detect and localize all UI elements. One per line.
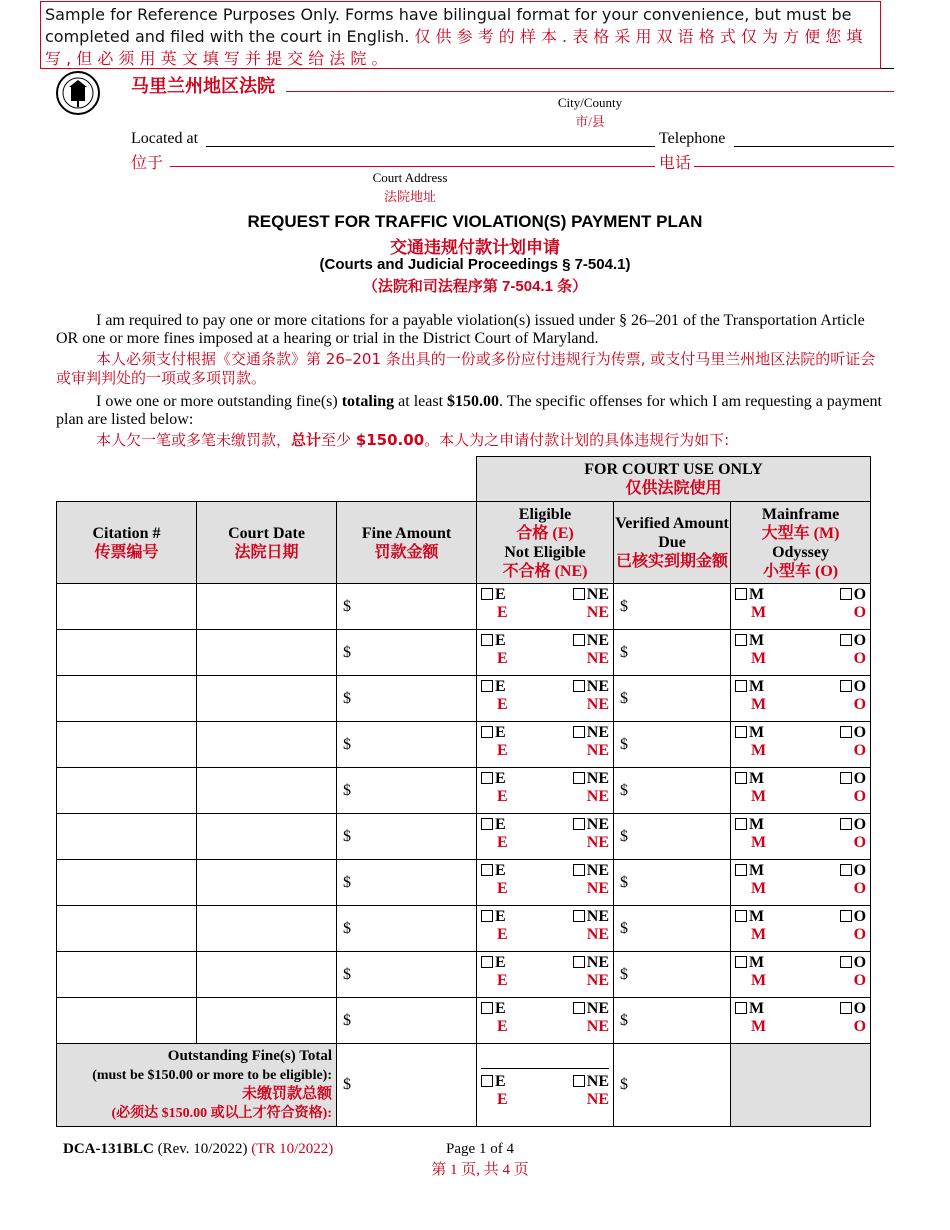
eligibility-cell: E NE E NE (477, 768, 614, 814)
eligibility-cell: E NE E NE (477, 998, 614, 1044)
mainframe-checkbox[interactable]: M (735, 770, 764, 788)
form-subtitle-zh: （法院和司法程序第 7-504.1 条） (362, 278, 588, 295)
mainframe-checkbox[interactable]: M (735, 954, 764, 972)
not-eligible-checkbox[interactable]: NE (573, 724, 609, 742)
mainframe-checkbox[interactable]: M (735, 862, 764, 880)
fine-amount-field[interactable]: $ (337, 952, 477, 998)
city-county-label: City/County (557, 95, 623, 110)
mainframe-checkbox[interactable]: M (735, 678, 764, 696)
eligibility-cell: E NE E NE (477, 584, 614, 630)
eligible-checkbox[interactable]: E (481, 770, 506, 788)
court-date-field[interactable] (197, 952, 337, 998)
odyssey-checkbox[interactable]: O (840, 632, 866, 650)
odyssey-checkbox[interactable]: O (840, 770, 866, 788)
system-cell: M O M O (731, 998, 871, 1044)
verified-amount-field[interactable]: $ (614, 860, 731, 906)
fine-amount-field[interactable]: $ (337, 676, 477, 722)
mainframe-checkbox[interactable]: M (735, 586, 764, 604)
citation-number-field[interactable] (57, 906, 197, 952)
statement-paragraph-2-zh: 本人欠一笔或多笔未缴罚款，总计至少 $150.00。本人为之申请付款计划的具体违规行为如下: (96, 431, 730, 449)
system-cell: M O M O (731, 814, 871, 860)
form-subtitle: (Courts and Judicial Proceedings § 7-504.1) (319, 256, 631, 273)
violations-table (56, 456, 871, 1127)
statement-paragraph-1-zh: 本人必须支付根据《交通条款》第 26–201 条出具的一份或多份应付违规行为传票, 或支付马里兰州地区法院的听证会或审判判处的一项或多项罚款。 (56, 350, 876, 387)
court-date-field[interactable] (197, 906, 337, 952)
banner-text-en: Sample for Reference Purposes Only. Forms have bilingual format for your convenience, but must be completed and filed with the court in English. (45, 5, 852, 46)
table-row (57, 814, 871, 860)
court-use-only-header: FOR COURT USE ONLY 仅供法院使用 (477, 457, 871, 502)
city-county-field[interactable] (286, 91, 894, 92)
banner-text-zh: 仅 供 参 考 的 样 本 . 表 格 采 用 双 语 格 式 仅 为 方 便 您 填 写 , 但 必 须 用 英 文 填 写 并 提 交 给 法 院 。 (45, 27, 863, 68)
odyssey-checkbox[interactable]: O (840, 954, 866, 972)
total-system-cell (731, 1044, 871, 1127)
form-id: DCA-131BLC (Rev. 10/2022) (TR 10/2022) (63, 1141, 334, 1157)
table-row (57, 998, 871, 1044)
verified-amount-field[interactable]: $ (614, 768, 731, 814)
mainframe-checkbox[interactable]: M (735, 724, 764, 742)
mainframe-checkbox[interactable]: M (735, 908, 764, 926)
system-cell: M O M O (731, 860, 871, 906)
form-title: REQUEST FOR TRAFFIC VIOLATION(S) PAYMENT PLAN (247, 212, 703, 231)
not-eligible-checkbox[interactable]: NE (573, 1000, 609, 1018)
not-eligible-checkbox[interactable]: NE (573, 816, 609, 834)
table-row (57, 952, 871, 998)
system-cell: M O M O (731, 722, 871, 768)
system-cell: M O M O (731, 630, 871, 676)
mainframe-checkbox[interactable]: M (735, 1000, 764, 1018)
odyssey-checkbox[interactable]: O (840, 816, 866, 834)
court-address-label-zh: 法院地址 (383, 189, 436, 204)
eligible-checkbox[interactable]: E (481, 908, 506, 926)
mainframe-checkbox[interactable]: M (735, 632, 764, 650)
verified-amount-field[interactable]: $ (614, 952, 731, 998)
table-row (57, 906, 871, 952)
mainframe-checkbox[interactable]: M (735, 816, 764, 834)
table-row (57, 584, 871, 630)
fine-amount-field[interactable]: $ (337, 584, 477, 630)
system-cell: M O M O (731, 584, 871, 630)
citation-number-field[interactable] (57, 630, 197, 676)
verified-amount-field[interactable]: $ (614, 906, 731, 952)
fine-amount-field[interactable]: $ (337, 768, 477, 814)
not-eligible-checkbox[interactable]: NE (573, 954, 609, 972)
fine-amount-field[interactable]: $ (337, 814, 477, 860)
eligibility-cell: E NE E NE (477, 952, 614, 998)
page-number: Page 1 of 4 (446, 1141, 514, 1157)
form-title-zh: 交通违规付款计划申请 (390, 238, 560, 257)
court-date-field[interactable] (197, 814, 337, 860)
fine-amount-field[interactable]: $ (337, 860, 477, 906)
page-number-zh: 第 1 页, 共 4 页 (431, 1162, 529, 1178)
total-eligible-checkbox[interactable]: E (481, 1073, 506, 1091)
eligibility-cell: E NE E NE (477, 630, 614, 676)
eligible-checkbox[interactable]: E (481, 724, 506, 742)
fine-amount-field[interactable]: $ (337, 722, 477, 768)
odyssey-checkbox[interactable]: O (840, 724, 866, 742)
odyssey-checkbox[interactable]: O (840, 1000, 866, 1018)
court-date-field[interactable] (197, 860, 337, 906)
eligibility-cell: E NE E NE (477, 906, 614, 952)
verified-amount-field[interactable]: $ (614, 584, 731, 630)
court-date-field[interactable] (197, 630, 337, 676)
citation-number-field[interactable] (57, 676, 197, 722)
telephone-field[interactable] (734, 146, 894, 147)
court-name-zh: 马里兰州地区法院 (131, 76, 275, 96)
citation-number-field[interactable] (57, 952, 197, 998)
system-cell: M O M O (731, 952, 871, 998)
verified-amount-field[interactable]: $ (614, 630, 731, 676)
fine-amount-field[interactable]: $ (337, 998, 477, 1044)
court-date-field[interactable] (197, 584, 337, 630)
court-date-field[interactable] (197, 768, 337, 814)
table-row (57, 630, 871, 676)
system-column-header: Mainframe 大型车 (M) Odyssey 小型车 (O) (731, 502, 871, 584)
fine-amount-column-header: Fine Amount 罚款金额 (337, 502, 477, 584)
citation-column-header: Citation # 传票编号 (57, 502, 197, 584)
eligibility-cell: E NE E NE (477, 676, 614, 722)
eligible-checkbox[interactable]: E (481, 632, 506, 650)
odyssey-checkbox[interactable]: O (840, 862, 866, 880)
odyssey-checkbox[interactable]: O (840, 678, 866, 696)
telephone-label: Telephone (659, 130, 726, 147)
citation-number-field[interactable] (57, 860, 197, 906)
not-eligible-checkbox[interactable]: NE (573, 586, 609, 604)
not-eligible-checkbox[interactable]: NE (573, 770, 609, 788)
citation-number-field[interactable] (57, 584, 197, 630)
statement-paragraph-2: I owe one or more outstanding fine(s) totaling at least $150.00. The specific offenses for which I am requesting a payment plan are listed below: (56, 393, 882, 428)
system-cell: M O M O (731, 676, 871, 722)
total-not-eligible-checkbox[interactable]: NE (573, 1073, 609, 1091)
eligible-checkbox[interactable]: E (481, 678, 506, 696)
eligible-checkbox[interactable]: E (481, 862, 506, 880)
verified-amount-field[interactable]: $ (614, 814, 731, 860)
maryland-court-seal-icon (55, 70, 101, 116)
located-at-label: Located at (131, 130, 199, 147)
eligible-checkbox[interactable]: E (481, 586, 506, 604)
verified-amount-field[interactable]: $ (614, 998, 731, 1044)
court-address-field[interactable] (206, 146, 655, 147)
table-row (57, 722, 871, 768)
citation-number-field[interactable] (57, 998, 197, 1044)
statement-paragraph-1: I am required to pay one or more citations for a payable violation(s) issued under § 26–201 of the Transportation Article OR one or more fines imposed at a hearing or trial in the District Court of Maryland. (56, 312, 865, 347)
fine-amount-field[interactable]: $ (337, 906, 477, 952)
not-eligible-checkbox[interactable]: NE (573, 908, 609, 926)
court-date-column-header: Court Date 法院日期 (197, 502, 337, 584)
located-at-label-zh: 位于 (131, 155, 164, 172)
citation-number-field[interactable] (57, 768, 197, 814)
total-eligibility-cell: E NE E NE (477, 1044, 614, 1127)
system-cell: M O M O (731, 768, 871, 814)
verified-amount-column-header: Verified Amount Due 已核实到期金额 (614, 502, 731, 584)
city-county-label-zh: 市/县 (575, 114, 605, 129)
outstanding-total-field[interactable]: $ (337, 1044, 477, 1127)
verified-amount-field[interactable]: $ (614, 676, 731, 722)
verified-amount-field[interactable]: $ (614, 722, 731, 768)
reference-banner (40, 1, 881, 69)
total-verified-amount-field[interactable]: $ (614, 1044, 731, 1127)
not-eligible-checkbox[interactable]: NE (573, 632, 609, 650)
eligibility-cell: E NE E NE (477, 860, 614, 906)
court-date-field[interactable] (197, 722, 337, 768)
eligible-checkbox[interactable]: E (481, 1000, 506, 1018)
not-eligible-checkbox[interactable]: NE (573, 862, 609, 880)
table-row (57, 860, 871, 906)
telephone-field-zh[interactable] (694, 166, 894, 167)
system-cell: M O M O (731, 906, 871, 952)
eligible-checkbox[interactable]: E (481, 954, 506, 972)
eligibility-cell: E NE E NE (477, 722, 614, 768)
court-date-field[interactable] (197, 998, 337, 1044)
court-address-field-zh[interactable] (170, 166, 655, 167)
odyssey-checkbox[interactable]: O (840, 586, 866, 604)
court-date-field[interactable] (197, 676, 337, 722)
table-row (57, 768, 871, 814)
citation-number-field[interactable] (57, 722, 197, 768)
odyssey-checkbox[interactable]: O (840, 908, 866, 926)
citation-number-field[interactable] (57, 814, 197, 860)
eligibility-cell: E NE E NE (477, 814, 614, 860)
eligible-checkbox[interactable]: E (481, 816, 506, 834)
fine-amount-field[interactable]: $ (337, 630, 477, 676)
eligibility-column-header: Eligible 合格 (E) Not Eligible 不合格 (NE) (477, 502, 614, 584)
not-eligible-checkbox[interactable]: NE (573, 678, 609, 696)
telephone-label-zh: 电话 (659, 155, 692, 172)
court-address-label: Court Address (372, 170, 448, 185)
table-row (57, 676, 871, 722)
outstanding-total-label: Outstanding Fine(s) Total (must be $150.00 or more to be eligible): 未缴罚款总额 (必须达 $150.00 或以上才符合资格): (57, 1044, 337, 1127)
